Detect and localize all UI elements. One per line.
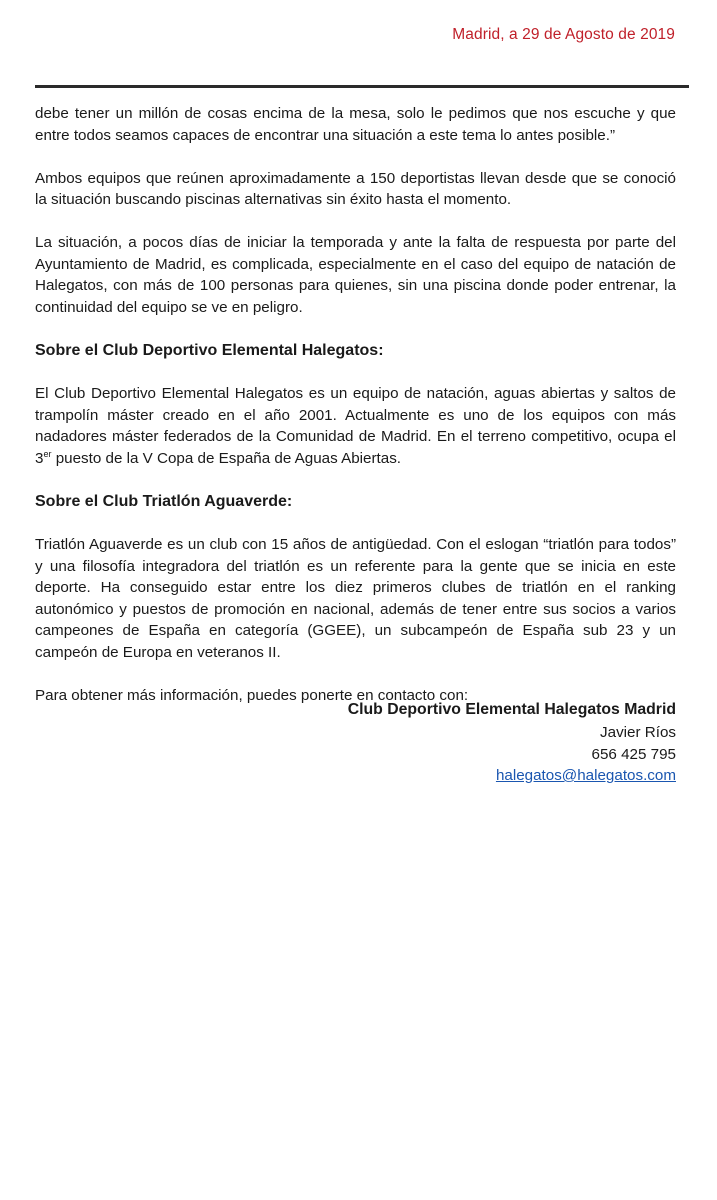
contact-block xyxy=(348,699,676,787)
paragraph-situation: La situación, a pocos días de iniciar la temporada y ante la falta de respuesta por parte del Ayuntamiento de Madrid, es complicada, especialmente en el caso del equipo de natación de Halegatos, con más de 100 personas para quienes, sin una piscina donde poder entrenar, la continuidad del equipo se ve en peligro. xyxy=(35,234,676,316)
contact-email-link[interactable]: halegatos@halegatos.com xyxy=(495,767,676,784)
contact-person: Javier Ríos xyxy=(600,724,676,741)
halegatos-text-before: El Club Deportivo Elemental Halegatos es un equipo de natación, aguas abiertas y saltos de trampolín máster creado en el año 2001. Actualmente es uno de los equipos con más nadadores máster federados de la Comunidad de Madrid. En el terreno competitivo, ocupa el 3 xyxy=(35,385,676,467)
contact-phone: 656 425 795 xyxy=(591,745,676,763)
section-heading-halegatos: Sobre el Club Deportivo Elemental Halegatos: xyxy=(35,341,384,359)
ordinal-superscript: er xyxy=(43,448,52,459)
halegatos-text-after: puesto de la V Copa de España de Aguas Abiertas. xyxy=(51,449,402,467)
paragraph-halegatos xyxy=(35,383,676,469)
date-place: Madrid, a 29 de Agosto de 2019 xyxy=(452,26,675,43)
document-body xyxy=(35,103,676,728)
paragraph-aguaverde: Triatlón Aguaverde es un club con 15 años de antigüedad. Con el eslogan “triatlón para todos” y una filosofía integradora del triatlón es un referente para la gente que se inicia en este deporte. Ha conseguido estar entre los diez primeros clubes de triatlón en el ranking autonómico y puestos de promoción en nacional, además de tener entre sus socios a varios campeones de España en categoría (GGEE), un subcampeón de España sub 23 y un campeón de Europa en veteranos II. xyxy=(35,536,676,661)
section-heading-aguaverde: Sobre el Club Triatlón Aguaverde: xyxy=(35,492,293,510)
paragraph-contact-intro: Para obtener más información, puedes ponerte en contacto con: xyxy=(35,686,469,704)
paragraph-teams: Ambos equipos que reúnen aproximadamente a 150 deportistas llevan desde que se conoció la situación buscando piscinas alternativas sin éxito hasta el momento. xyxy=(35,169,676,208)
paragraph-quote-end: debe tener un millón de cosas encima de la mesa, solo le pedimos que nos escuche y que entre todos seamos capaces de encontrar una situación a este tema lo antes posible.” xyxy=(35,105,676,144)
header-divider xyxy=(35,85,689,88)
contact-organization: Club Deportivo Elemental Halegatos Madrid xyxy=(347,701,676,718)
